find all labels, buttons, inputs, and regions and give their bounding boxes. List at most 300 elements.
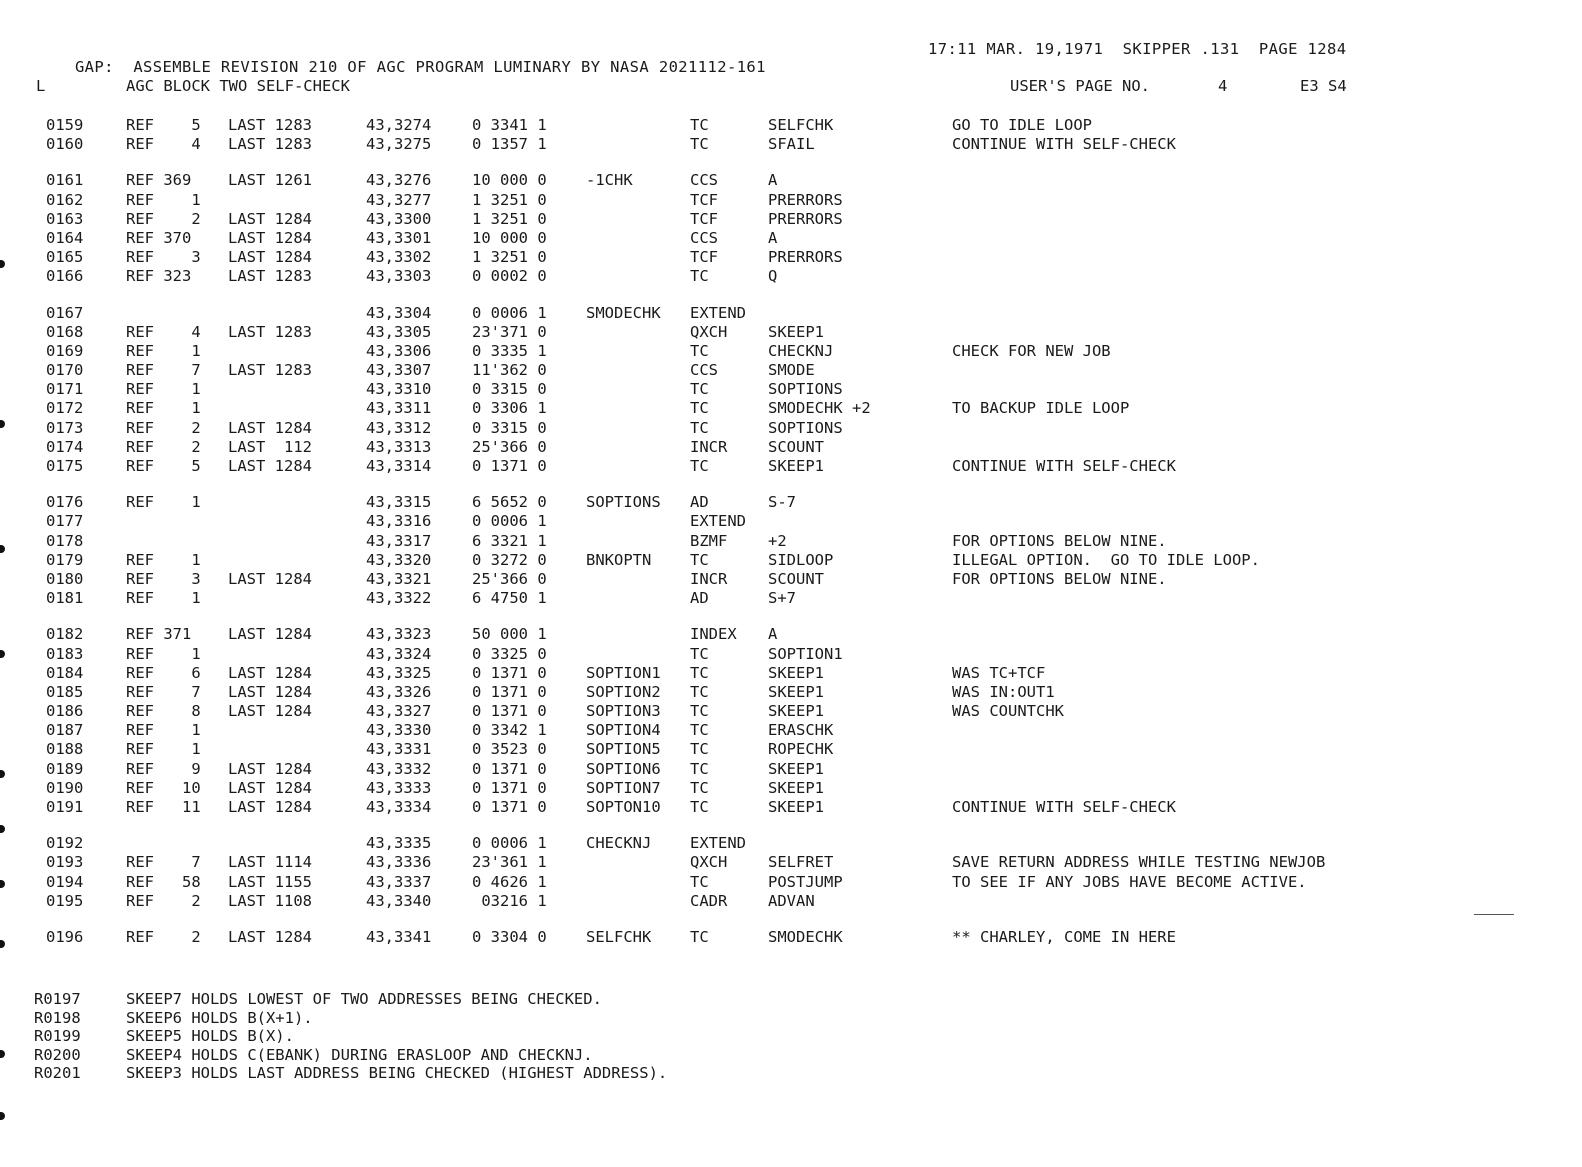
line-number: 0189: [46, 759, 84, 778]
memory-address: 43,3323: [366, 625, 432, 644]
listing-row: [0, 760, 1582, 779]
symbol-label: CHECKNJ: [586, 834, 652, 853]
octal-word: 0 0006 1: [472, 834, 547, 853]
last-ref: LAST 1284: [228, 682, 312, 701]
operand: SMODECHK +2: [768, 399, 871, 418]
line-number: 0192: [46, 834, 84, 853]
listing-row: [0, 798, 1582, 817]
memory-address: 43,3331: [366, 740, 432, 759]
last-ref: LAST 1284: [228, 209, 312, 228]
opcode: TC: [690, 550, 709, 569]
comment: FOR OPTIONS BELOW NINE.: [952, 569, 1167, 588]
ref-count: REF 1: [126, 740, 201, 759]
line-number: 0188: [46, 740, 84, 759]
comment: SAVE RETURN ADDRESS WHILE TESTING NEWJOB: [952, 853, 1326, 872]
listing-row: [0, 267, 1582, 286]
remark-text: SKEEP7 HOLDS LOWEST OF TWO ADDRESSES BEING CHECKED.: [126, 990, 602, 1008]
listing-row: [0, 361, 1582, 380]
remark-line-number: R0197: [34, 990, 81, 1008]
octal-word: 0 3272 0: [472, 550, 547, 569]
opcode: TC: [690, 927, 709, 946]
operand: SKEEP1: [768, 322, 824, 341]
comment: WAS COUNTCHK: [952, 702, 1064, 721]
line-number: 0190: [46, 778, 84, 797]
line-number: 0161: [46, 171, 84, 190]
remark-text: SKEEP5 HOLDS B(X).: [126, 1027, 294, 1046]
listing-row: [0, 229, 1582, 248]
ref-count: REF 2: [126, 891, 201, 910]
last-ref: LAST 1283: [228, 116, 312, 134]
octal-word: 0 0006 1: [472, 303, 547, 322]
listing-row: [0, 438, 1582, 457]
line-number: 0164: [46, 228, 84, 247]
opcode: EXTEND: [690, 834, 746, 853]
operand: S-7: [768, 493, 796, 512]
memory-address: 43,3324: [366, 644, 432, 663]
octal-word: 0 3341 1: [472, 116, 547, 134]
symbol-label: SOPTION2: [586, 682, 661, 701]
symbol-label: SOPTION1: [586, 663, 661, 682]
opcode: TC: [690, 740, 709, 759]
operand: SKEEP1: [768, 682, 824, 701]
opcode: INDEX: [690, 625, 737, 644]
octal-word: 6 5652 0: [472, 493, 547, 512]
ref-count: REF 1: [126, 341, 201, 360]
listing-row: [0, 323, 1582, 342]
opcode: TC: [690, 682, 709, 701]
comment: ** CHARLEY, COME IN HERE: [952, 927, 1176, 946]
memory-address: 43,3327: [366, 702, 432, 721]
ref-count: REF 371: [126, 625, 192, 644]
remark-row: [0, 990, 1582, 1009]
last-ref: LAST 1284: [228, 778, 312, 797]
last-ref: LAST 112: [228, 437, 312, 456]
memory-address: 43,3275: [366, 135, 432, 154]
octal-word: 25'366 0: [472, 569, 547, 588]
line-number: 0171: [46, 380, 84, 399]
section-code: E3 S4: [1300, 77, 1347, 95]
line-number: 0163: [46, 209, 84, 228]
operand: SKEEP1: [768, 778, 824, 797]
symbol-label: SOPTIONS: [586, 493, 661, 512]
octal-word: 10 000 0: [472, 228, 547, 247]
opcode: TC: [690, 663, 709, 682]
line-number: 0185: [46, 682, 84, 701]
line-number: 0178: [46, 531, 84, 550]
last-ref: LAST 1284: [228, 228, 312, 247]
remark-line-number: R0201: [34, 1064, 81, 1083]
opcode: TC: [690, 399, 709, 418]
opcode: INCR: [690, 437, 728, 456]
ref-count: REF 323: [126, 267, 192, 286]
operand: SMODECHK: [768, 927, 843, 946]
octal-word: 0 1371 0: [472, 759, 547, 778]
memory-address: 43,3277: [366, 190, 432, 209]
line-number: 0165: [46, 248, 84, 267]
line-number: 0184: [46, 663, 84, 682]
operand: POSTJUMP: [768, 872, 843, 891]
memory-address: 43,3315: [366, 493, 432, 512]
operand: PRERRORS: [768, 209, 843, 228]
opcode: TC: [690, 702, 709, 721]
octal-word: 1 3251 0: [472, 190, 547, 209]
line-number: 0172: [46, 399, 84, 418]
operand: SKEEP1: [768, 457, 824, 475]
last-ref: LAST 1261: [228, 171, 312, 190]
remark-row: [0, 1046, 1582, 1065]
octal-word: 23'371 0: [472, 322, 547, 341]
ref-count: REF 2: [126, 209, 201, 228]
opcode: TC: [690, 778, 709, 797]
opcode: TC: [690, 457, 709, 475]
memory-address: 43,3325: [366, 663, 432, 682]
octal-word: 0 1371 0: [472, 663, 547, 682]
octal-word: 0 3315 0: [472, 418, 547, 437]
octal-word: 1 3251 0: [472, 248, 547, 267]
listing-row: [0, 645, 1582, 664]
listing-row: [0, 191, 1582, 210]
memory-address: 43,3332: [366, 759, 432, 778]
header-title: GAP: ASSEMBLE REVISION 210 OF AGC PROGRAM LUMINARY BY NASA 2021112-161: [74, 58, 766, 76]
remark-line-number: R0199: [34, 1027, 81, 1046]
listing-row: [0, 116, 1582, 135]
listing-row: [0, 457, 1582, 476]
column-l-marker: L: [36, 77, 46, 95]
remarks-block: [0, 990, 1582, 1083]
line-number: 0159: [46, 116, 84, 134]
last-ref: LAST 1284: [228, 418, 312, 437]
octal-word: 6 3321 1: [472, 531, 547, 550]
symbol-label: -1CHK: [586, 171, 633, 190]
users-page-label: USER'S PAGE NO.: [1010, 77, 1150, 95]
last-ref: LAST 1284: [228, 759, 312, 778]
comment: CONTINUE WITH SELF-CHECK: [952, 135, 1176, 154]
ref-count: REF 370: [126, 228, 192, 247]
ref-count: REF 3: [126, 248, 201, 267]
ref-count: REF 3: [126, 569, 201, 588]
listing-row: [0, 532, 1582, 551]
opcode: TCF: [690, 248, 718, 267]
operand: ERASCHK: [768, 721, 834, 740]
line-number: 0169: [46, 341, 84, 360]
ref-count: REF 58: [126, 872, 201, 891]
opcode: CADR: [690, 891, 728, 910]
memory-address: 43,3316: [366, 512, 432, 531]
line-number: 0160: [46, 135, 84, 154]
opcode: TCF: [690, 190, 718, 209]
ref-count: REF 4: [126, 135, 201, 154]
line-number: 0166: [46, 267, 84, 286]
operand: SOPTIONS: [768, 418, 843, 437]
memory-address: 43,3311: [366, 399, 432, 418]
operand: SMODE: [768, 361, 815, 380]
last-ref: LAST 1284: [228, 457, 312, 475]
opcode: CCS: [690, 228, 718, 247]
operand: SOPTION1: [768, 644, 843, 663]
ref-count: REF 1: [126, 190, 201, 209]
listing-row: [0, 570, 1582, 589]
last-ref: LAST 1283: [228, 361, 312, 380]
memory-address: 43,3305: [366, 322, 432, 341]
memory-address: 43,3276: [366, 171, 432, 190]
line-number: 0176: [46, 493, 84, 512]
listing-row: [0, 779, 1582, 798]
ref-count: REF 8: [126, 702, 201, 721]
octal-word: 0 3325 0: [472, 644, 547, 663]
symbol-label: SMODECHK: [586, 303, 661, 322]
listing-row: [0, 853, 1582, 872]
last-ref: LAST 1284: [228, 702, 312, 721]
operand: SFAIL: [768, 135, 815, 154]
ref-count: REF 4: [126, 322, 201, 341]
opcode: TC: [690, 644, 709, 663]
memory-address: 43,3341: [366, 927, 432, 946]
opcode: CCS: [690, 361, 718, 380]
operand: SKEEP1: [768, 759, 824, 778]
last-ref: LAST 1284: [228, 625, 312, 644]
line-number: 0170: [46, 361, 84, 380]
remark-line-number: R0200: [34, 1045, 81, 1064]
listing-row: [0, 380, 1582, 399]
memory-address: 43,3317: [366, 531, 432, 550]
line-number: 0167: [46, 303, 84, 322]
ref-count: REF 7: [126, 853, 201, 872]
line-number: 0173: [46, 418, 84, 437]
ref-count: REF 7: [126, 682, 201, 701]
line-number: 0183: [46, 644, 84, 663]
ref-count: REF 2: [126, 418, 201, 437]
memory-address: 43,3336: [366, 853, 432, 872]
listing-row: [0, 304, 1582, 323]
octal-word: 0 3335 1: [472, 341, 547, 360]
operand: A: [768, 625, 778, 644]
octal-word: 0 3342 1: [472, 721, 547, 740]
ref-count: REF 1: [126, 550, 201, 569]
octal-word: 0 1371 0: [472, 682, 547, 701]
operand: ADVAN: [768, 891, 815, 910]
memory-address: 43,3333: [366, 778, 432, 797]
memory-address: 43,3330: [366, 721, 432, 740]
operand: SKEEP1: [768, 663, 824, 682]
operand: A: [768, 171, 778, 190]
opcode: QXCH: [690, 853, 728, 872]
last-ref: LAST 1283: [228, 135, 312, 154]
listing-row: [0, 493, 1582, 512]
remark-row: [0, 1009, 1582, 1028]
header-timestamp-page: 17:11 MAR. 19,1971 SKIPPER .131 PAGE 1284: [928, 40, 1347, 58]
listing-row: [0, 135, 1582, 154]
octal-word: 10 000 0: [472, 171, 547, 190]
listing-row: [0, 512, 1582, 531]
line-number: 0186: [46, 702, 84, 721]
comment: CHECK FOR NEW JOB: [952, 341, 1111, 360]
octal-word: 0 1371 0: [472, 702, 547, 721]
octal-word: 0 4626 1: [472, 872, 547, 891]
octal-word: 0 1371 0: [472, 778, 547, 797]
last-ref: LAST 1108: [228, 891, 312, 910]
last-ref: LAST 1284: [228, 927, 312, 946]
remark-text: SKEEP3 HOLDS LAST ADDRESS BEING CHECKED (HIGHEST ADDRESS).: [126, 1064, 668, 1083]
octal-word: 0 1371 0: [472, 457, 547, 475]
edge-punch-mark: [0, 1112, 5, 1120]
memory-address: 43,3274: [366, 116, 432, 134]
opcode: AD: [690, 589, 709, 608]
listing-row: [0, 171, 1582, 190]
remark-text: SKEEP6 HOLDS B(X+1).: [126, 1008, 313, 1027]
section-title: AGC BLOCK TWO SELF-CHECK: [126, 77, 350, 95]
memory-address: 43,3335: [366, 834, 432, 853]
ref-count: REF 7: [126, 361, 201, 380]
listing-row: [0, 702, 1582, 721]
operand: SELFCHK: [768, 116, 834, 134]
memory-address: 43,3306: [366, 341, 432, 360]
last-ref: LAST 1283: [228, 322, 312, 341]
octal-word: 25'366 0: [472, 437, 547, 456]
memory-address: 43,3313: [366, 437, 432, 456]
octal-word: 50 000 1: [472, 625, 547, 644]
margin-mark: [1474, 914, 1514, 915]
octal-word: 0 3523 0: [472, 740, 547, 759]
memory-address: 43,3321: [366, 569, 432, 588]
memory-address: 43,3310: [366, 380, 432, 399]
line-number: 0175: [46, 457, 84, 475]
operand: PRERRORS: [768, 248, 843, 267]
octal-word: 1 3251 0: [472, 209, 547, 228]
operand: SCOUNT: [768, 437, 824, 456]
listing-row: [0, 551, 1582, 570]
comment: WAS IN:OUT1: [952, 682, 1055, 701]
operand: SIDLOOP: [768, 550, 834, 569]
operand: A: [768, 228, 778, 247]
line-number: 0177: [46, 512, 84, 531]
symbol-label: SOPTION3: [586, 702, 661, 721]
line-number: 0179: [46, 550, 84, 569]
last-ref: LAST 1284: [228, 569, 312, 588]
ref-count: REF 5: [126, 116, 201, 134]
listing-row: [0, 664, 1582, 683]
opcode: TC: [690, 135, 709, 154]
remark-line-number: R0198: [34, 1008, 81, 1027]
opcode: AD: [690, 493, 709, 512]
last-ref: LAST 1284: [228, 663, 312, 682]
opcode: EXTEND: [690, 512, 746, 531]
line-number: 0181: [46, 589, 84, 608]
operand: CHECKNJ: [768, 341, 834, 360]
memory-address: 43,3312: [366, 418, 432, 437]
ref-count: REF 2: [126, 927, 201, 946]
symbol-label: SOPTION7: [586, 778, 661, 797]
line-number: 0196: [46, 927, 84, 946]
line-number: 0162: [46, 190, 84, 209]
listing-row: [0, 740, 1582, 759]
opcode: TC: [690, 116, 709, 134]
memory-address: 43,3326: [366, 682, 432, 701]
opcode: TC: [690, 267, 709, 286]
ref-count: REF 10: [126, 778, 201, 797]
memory-address: 43,3300: [366, 209, 432, 228]
last-ref: LAST 1114: [228, 853, 312, 872]
listing-row: [0, 419, 1582, 438]
operand: ROPECHK: [768, 740, 834, 759]
users-page-number: 4: [1218, 77, 1228, 95]
listing-row: [0, 625, 1582, 644]
ref-count: REF 1: [126, 380, 201, 399]
listing-row: [0, 928, 1582, 947]
listing-row: [0, 892, 1582, 911]
memory-address: 43,3303: [366, 267, 432, 286]
operand: Q: [768, 267, 778, 286]
octal-word: 0 1357 1: [472, 135, 547, 154]
octal-word: 0 3315 0: [472, 380, 547, 399]
memory-address: 43,3307: [366, 361, 432, 380]
opcode: EXTEND: [690, 303, 746, 322]
memory-address: 43,3320: [366, 550, 432, 569]
ref-count: REF 1: [126, 493, 201, 512]
last-ref: LAST 1284: [228, 248, 312, 267]
octal-word: 0 3304 0: [472, 927, 547, 946]
octal-word: 0 0006 1: [472, 512, 547, 531]
ref-count: REF 1: [126, 589, 201, 608]
operand: SKEEP1: [768, 702, 824, 721]
opcode: INCR: [690, 569, 728, 588]
comment: FOR OPTIONS BELOW NINE.: [952, 531, 1167, 550]
memory-address: 43,3340: [366, 891, 432, 910]
opcode: BZMF: [690, 531, 728, 550]
octal-word: 0 1371 0: [472, 798, 547, 816]
ref-count: REF 9: [126, 759, 201, 778]
octal-word: 23'361 1: [472, 853, 547, 872]
comment: CONTINUE WITH SELF-CHECK: [952, 798, 1176, 816]
ref-count: REF 1: [126, 721, 201, 740]
operand: S+7: [768, 589, 796, 608]
remark-row: [0, 1064, 1582, 1083]
symbol-label: SOPTON10: [586, 798, 661, 816]
octal-word: 0 3306 1: [472, 399, 547, 418]
assembly-listing: [0, 116, 1582, 947]
opcode: TC: [690, 759, 709, 778]
listing-row: [0, 834, 1582, 853]
memory-address: 43,3302: [366, 248, 432, 267]
memory-address: 43,3314: [366, 457, 432, 475]
listing-row: [0, 248, 1582, 267]
comment: TO SEE IF ANY JOBS HAVE BECOME ACTIVE.: [952, 872, 1307, 891]
ref-count: REF 6: [126, 663, 201, 682]
last-ref: LAST 1155: [228, 872, 312, 891]
operand: +2: [768, 531, 787, 550]
listing-row: [0, 589, 1582, 608]
ref-count: REF 2: [126, 437, 201, 456]
operand: PRERRORS: [768, 190, 843, 209]
last-ref: LAST 1284: [228, 798, 312, 816]
ref-count: REF 369: [126, 171, 192, 190]
line-number: 0193: [46, 853, 84, 872]
octal-word: 6 4750 1: [472, 589, 547, 608]
octal-word: 03216 1: [472, 891, 547, 910]
opcode: QXCH: [690, 322, 728, 341]
memory-address: 43,3334: [366, 798, 432, 816]
memory-address: 43,3337: [366, 872, 432, 891]
operand: SELFRET: [768, 853, 834, 872]
comment: CONTINUE WITH SELF-CHECK: [952, 457, 1176, 475]
octal-word: 0 0002 0: [472, 267, 547, 286]
memory-address: 43,3301: [366, 228, 432, 247]
operand: SCOUNT: [768, 569, 824, 588]
listing-row: [0, 399, 1582, 418]
comment: TO BACKUP IDLE LOOP: [952, 399, 1130, 418]
memory-address: 43,3304: [366, 303, 432, 322]
octal-word: 11'362 0: [472, 361, 547, 380]
comment: GO TO IDLE LOOP: [952, 116, 1092, 134]
